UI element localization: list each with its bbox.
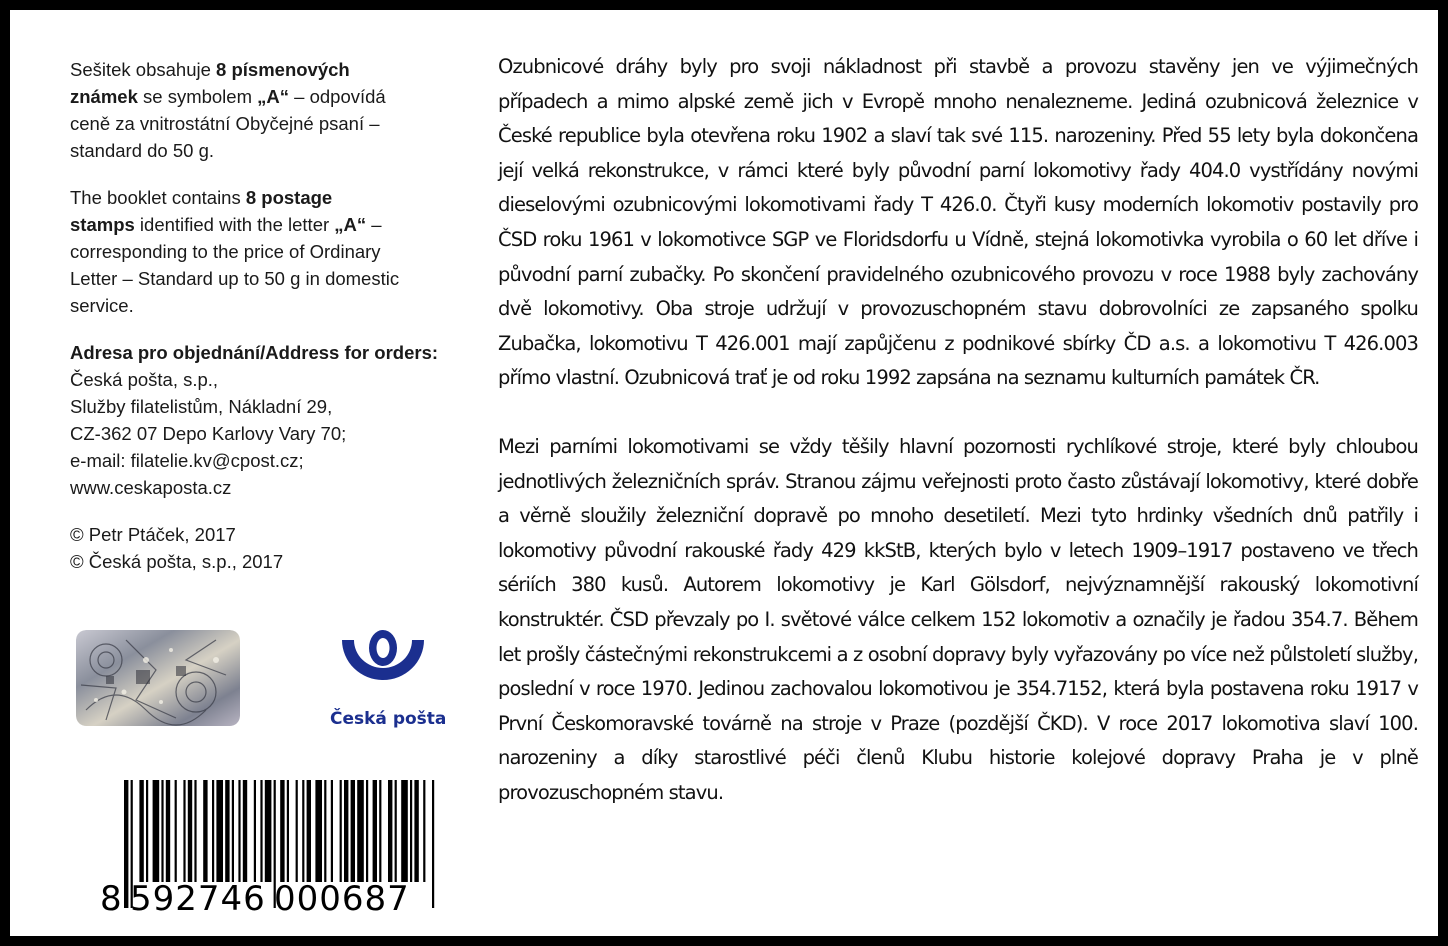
barcode-bar: [161, 780, 163, 882]
barcode-bar: [302, 780, 304, 882]
barcode-bar: [265, 780, 272, 882]
booklet-back-cover: [10, 10, 1438, 936]
barcode-bar: [395, 780, 397, 882]
barcode-bar: [432, 780, 434, 908]
order-address: [70, 339, 470, 501]
barcode-bars: [98, 776, 440, 916]
barcode-bar: [260, 780, 262, 882]
intro-czech-line4: standard do 50 g.: [70, 140, 214, 161]
barcode-bar: [280, 780, 284, 882]
address-line: Česká pošta, s.p.,: [70, 369, 219, 390]
paragraph-steam-locomotives: Mezi parními lokomotivami se vždy těšily hlavní pozornosti rychlíkové stroje, které byly chloubou jednotlivých železničních správ. Stranou zájmu veřejnosti proto často zůstávají lokomotivy, které dobře a věrně sloužily železniční dopravě po mnoho desetiletí. Mezi tyto hrdinky všedních dnů patřily i lokomotivy původní rakouské řady 429 kkStB, kterých bylo v letech 1909–1917 postaveno ve třech sériích 380 kusů. Autorem lokomotivy je Karl Gölsdorf, nejvýznamnější rakouský lokomotivní konstruktér. ČSD převzaly po I. světové válce celkem 152 lokomotiv a označily je řadou 354.7. Během let prošly částečnými rekonstrukcemi a z osobní dopravy byly vyřazovány po více než půlstoletí služby, poslední v roce 1970. Jedinou zachovalou lokomotivou je 354.7152, která byla postavena roku 1917 v První Českomoravské továrně na stroje v Praze (pozdější ČKD). V roce 2017 lokomotiva slaví 100. narozeniny a díky starostlivé péči členů Klubu historie kolejové dopravy Praha je v plně provozuschopném stavu.: [498, 434, 1418, 804]
barcode-bar: [139, 780, 143, 882]
barcode-lead-digit: 8: [100, 879, 122, 916]
ceska-posta-logo: [328, 630, 458, 730]
barcode-digits-right: 000687: [274, 879, 410, 916]
posthorn-icon: [328, 630, 458, 730]
hologram-sticker: [76, 630, 240, 726]
barcode-bar: [373, 780, 377, 882]
intro-english: [70, 184, 470, 319]
logo-text: Česká pošta: [330, 709, 447, 729]
barcode-bar: [183, 780, 185, 882]
intro-english-text2: identified with the letter: [134, 214, 335, 235]
address-heading: Adresa pro objednání/Address for orders:: [70, 342, 439, 363]
barcode-bar: [410, 780, 412, 882]
barcode-bar: [366, 780, 368, 882]
intro-english-text: The booklet contains: [70, 187, 246, 208]
barcode-bar: [212, 780, 214, 882]
barcode-bar: [307, 780, 311, 882]
barcode-bar: [175, 780, 177, 882]
hologram-image: [76, 630, 240, 726]
barcode-bar: [324, 780, 326, 882]
right-column: [498, 50, 1418, 810]
barcode-bar: [287, 780, 289, 882]
address-line: Služby filatelistům, Nákladní 29,: [70, 396, 333, 417]
intro-czech-text3: – odpovídá: [289, 86, 386, 107]
barcode-bar: [331, 780, 333, 882]
intro-english-line5: service.: [70, 295, 134, 316]
barcode-bar: [225, 780, 229, 882]
barcode-bar: [188, 780, 192, 882]
intro-czech-bold: známek: [70, 86, 138, 107]
barcode-digits-left: 592746: [130, 879, 266, 916]
intro-czech-text: Sešitek obsahuje: [70, 59, 217, 80]
barcode-bar: [203, 780, 207, 882]
barcode-bar: [379, 780, 381, 882]
email-line: e-mail: filatelie.kv@cpost.cz;: [70, 450, 304, 471]
barcode-bar: [388, 780, 392, 882]
barcode-bar: [423, 780, 425, 882]
intro-czech-count: 8 písmenových: [216, 59, 350, 80]
intro-czech-letter: „A“: [257, 86, 290, 107]
barcode-bar: [401, 780, 408, 882]
intro-czech: [70, 56, 470, 164]
intro-english-line4: Letter – Standard up to 50 g in domestic: [70, 268, 400, 289]
barcode-bar: [232, 780, 234, 882]
barcode-bar: [216, 780, 223, 882]
barcode-bar: [414, 780, 418, 882]
intro-english-text3: –: [366, 214, 382, 235]
paragraph-rack-railway: Ozubnicové dráhy byly pro svoji nákladnost při stavbě a provozu stavěny jen ve výjimečných případech a mimo alpské země jich v Evropě mnoho nenalezneme. Jediná ozubnicová železnice v České republice byla otevřena roku 1902 a slaví tak své 115. narozeniny. Před 55 lety byla dokončena její velká rekonstrukce, v rámci které byly původní parní lokomotivy řady 404.0 vystřídány novými dieselovými ozubnicovými lokomotivami řady T 426.0. Čtyři kusy moderních lokomotiv postavily pro ČSD roku 1961 v lokomotivce SGP ve Floridsdorfu u Vídně, stejná lokomotivka vyrobila o 60 let dříve i původní parní zubačky. Po skončení pravidelného ozubnicového provozu v roce 1988 byly zachovány dvě lokomotivy. Oba stroje udržují v provozuschopném stavu dobrovolníci ze zapsaného spolku Zubačka, lokomotivu T 426.001 mají zapůjčenu z podnikové sbírky ČD a.s. a lokomotivu T 426.003 přímo vlastní. Ozubnicová trať je od roku 1992 zapsána na seznamu kulturních památek ČR.: [498, 55, 1418, 390]
intro-english-letter: „A“: [334, 214, 367, 235]
barcode-bar: [344, 780, 348, 882]
barcode-bar: [124, 780, 128, 908]
copyright: [70, 521, 470, 575]
barcode-bar: [296, 780, 298, 882]
barcode-bar: [153, 780, 160, 882]
intro-english-line3: corresponding to the price of Ordinary: [70, 241, 381, 262]
barcode-bar: [146, 780, 148, 882]
ean-barcode: [98, 776, 440, 916]
copyright-line: © Česká pošta, s.p., 2017: [70, 551, 284, 572]
copyright-line: © Petr Ptáček, 2017: [70, 524, 236, 545]
barcode-bar: [351, 780, 355, 882]
barcode-bar: [166, 780, 170, 882]
intro-czech-text2: se symbolem: [137, 86, 258, 107]
intro-czech-line3: ceně za vnitrostátní Obyčejné psaní –: [70, 113, 380, 134]
intro-english-count: 8 postage: [245, 187, 333, 208]
barcode-bar: [340, 780, 342, 882]
barcode-bar: [357, 780, 364, 882]
website-line: www.ceskaposta.cz: [70, 477, 232, 498]
left-column: [70, 56, 470, 595]
barcode-bar: [238, 780, 240, 882]
barcode-bar: [315, 780, 322, 882]
barcode-bar: [194, 780, 196, 882]
barcode-bar: [254, 780, 256, 882]
intro-english-bold: stamps: [70, 214, 135, 235]
barcode-bar: [243, 780, 247, 882]
address-line: CZ-362 07 Depo Karlovy Vary 70;: [70, 423, 347, 444]
